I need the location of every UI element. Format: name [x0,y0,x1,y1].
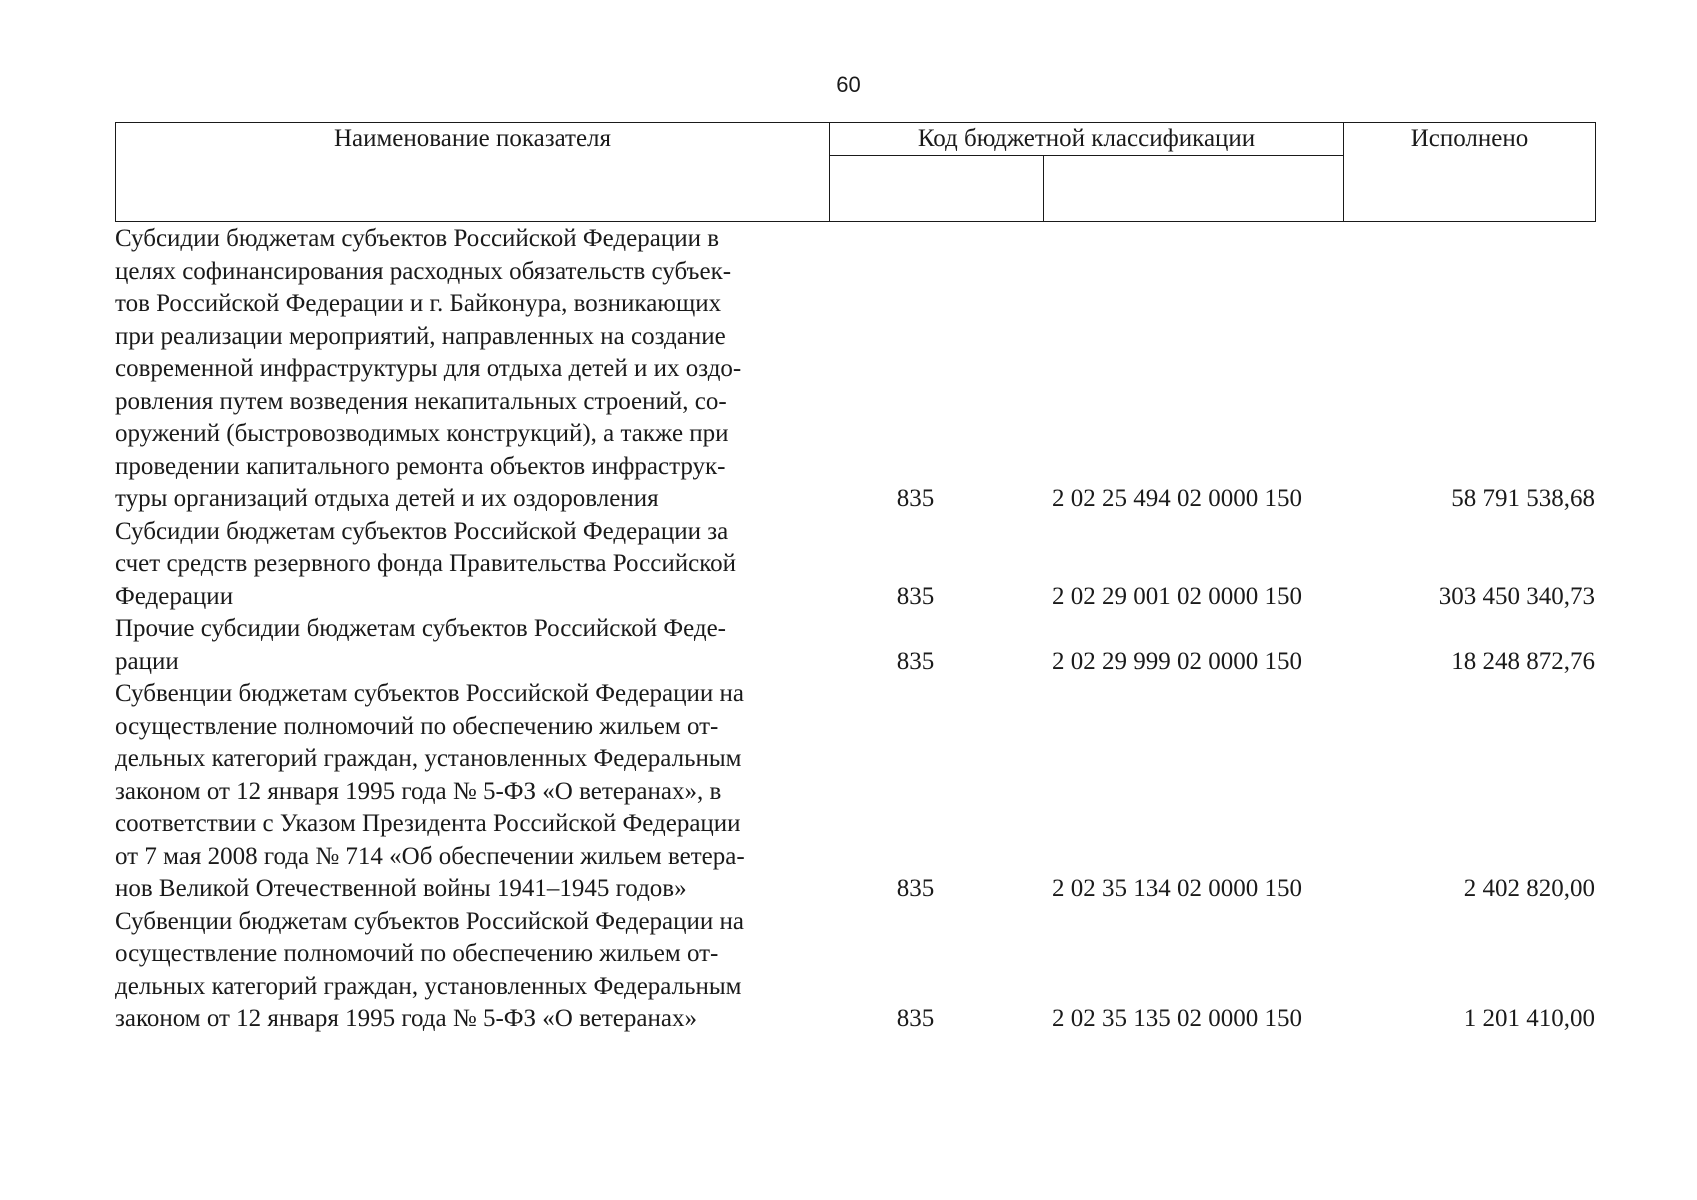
row-name-line: Субсидии бюджетам субъектов Российской Федерации в [115,225,720,252]
row-budget-code: 2 02 29 999 02 0000 150 [1052,647,1302,675]
row-admin-code: 835 [896,647,935,675]
row-name-line: счет средств резервного фонда Правительства Российской [115,550,736,577]
row-name-line: осуществление полномочий по обеспечению жильем от- [115,712,719,740]
row-name-line: законом от 12 января 1995 года № 5-ФЗ «О ветеранах», в [115,777,722,805]
row-name-line: современной инфраструктуры для отдыха детей и их оздо- [115,355,742,382]
row-amount: 1 201 410,00 [1463,1005,1595,1032]
row-name-line: тов Российской Федерации и г. Байконура, возникающих [115,290,722,317]
table-header [115,122,1596,222]
row-name-line: Субвенции бюджетам субъектов Российской Федерации на [115,907,745,935]
row-name-line: туры организаций отдыха детей и их оздоровления [115,485,659,512]
row-name [115,516,829,614]
row-name-line: проведении капитального ремонта объектов инфраструк- [115,452,726,480]
row-name [115,906,829,1036]
table-body [115,223,1595,1036]
row-name-line: от 7 мая 2008 года № 714 «Об обеспечении жильем ветера- [115,842,745,870]
table-row [115,678,1595,906]
table-row [115,906,1595,1036]
row-admin-code: 835 [896,582,935,610]
row-admin-code: 835 [896,875,935,902]
row-name-line: Прочие субсидии бюджетам субъектов Российской Феде- [115,615,726,642]
row-name-line: рации [115,647,179,675]
row-name-line: законом от 12 января 1995 года № 5-ФЗ «О ветеранах» [115,1005,697,1032]
row-amount: 18 248 872,76 [1451,647,1595,675]
row-name-line: нов Великой Отечественной войны 1941–1945 годов» [115,875,687,902]
row-name-line: ровления путем возведения некапитальных строений, со- [115,387,727,415]
row-amount: 58 791 538,68 [1451,485,1595,512]
row-name [115,678,829,906]
row-name-line: при реализации мероприятий, направленных на создание [115,322,726,350]
row-admin-code: 835 [896,485,935,512]
row-budget-code: 2 02 25 494 02 0000 150 [1052,485,1302,512]
row-name-line: Субсидии бюджетам субъектов Российской Федерации за [115,517,729,545]
row-budget-code: 2 02 35 135 02 0000 150 [1052,1005,1302,1032]
table-row [115,613,1595,678]
row-name-line: дельных категорий граждан, установленных Федеральным [115,972,742,1000]
row-name-line: целях софинансирования расходных обязательств субъек- [115,257,732,285]
row-amount: 303 450 340,73 [1438,582,1595,610]
row-name-line: дельных категорий граждан, установленных Федеральным [115,745,742,772]
table-row [115,223,1595,516]
header-code-column: Код бюджетной классификации [830,123,1344,156]
row-budget-code: 2 02 35 134 02 0000 150 [1052,875,1302,902]
header-executed-column: Исполнено [1344,123,1596,222]
row-name-line: Субвенции бюджетам субъектов Российской Федерации на [115,680,745,707]
row-name-line: соответствии с Указом Президента Российской Федерации [115,810,741,837]
row-name-line: осуществление полномочий по обеспечению жильем от- [115,940,719,967]
header-name-column: Наименование показателя [116,123,830,222]
row-amount: 2 402 820,00 [1463,875,1595,902]
table-row [115,516,1595,614]
row-name-line: оружений (быстровозводимых конструкций), а также при [115,420,729,447]
page-number: 60 [836,72,861,97]
row-name [115,613,829,678]
row-admin-code: 835 [896,1005,935,1032]
row-name [115,223,829,516]
row-budget-code: 2 02 29 001 02 0000 150 [1052,582,1302,610]
row-name-line: Федерации [115,582,234,610]
header-income-subcolumn [1044,156,1344,222]
header-admin-subcolumn [830,156,1044,222]
